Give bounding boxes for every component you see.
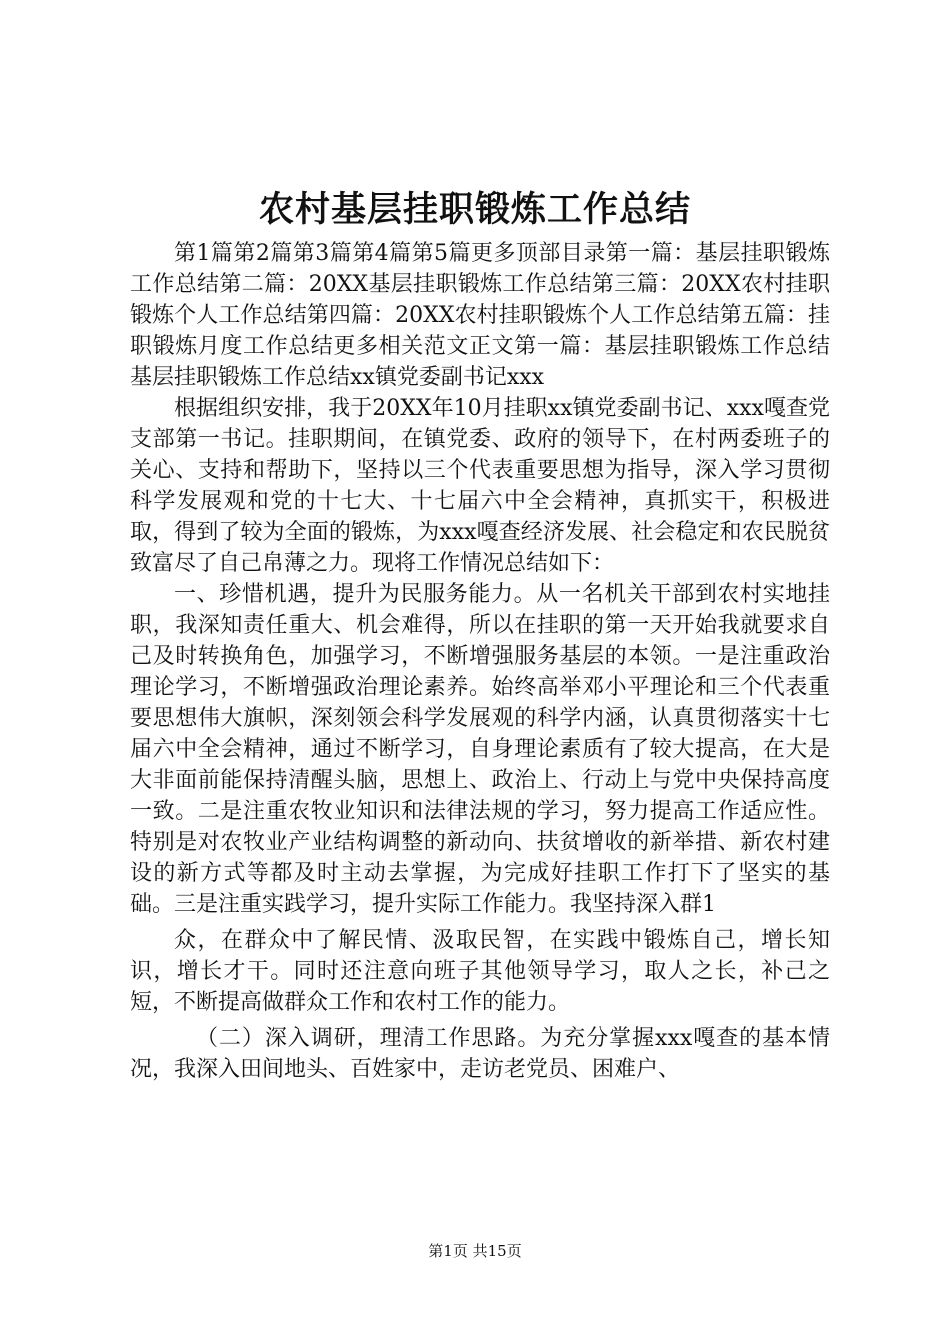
- document-title: 农村基层挂职锻炼工作总结: [258, 189, 691, 230]
- paragraph-section-two: （二）深入调研，理清工作思路。为充分掌握xxx嘎查的基本情况，我深入田间地头、百姓家中，走访老党员、困难户、: [130, 1026, 830, 1082]
- paragraph-table-of-contents: 第1篇第2篇第3篇第4篇第5篇更多顶部目录第一篇：基层挂职锻炼工作总结第二篇：20XX基层挂职锻炼工作总结第三篇：20XX农村挂职锻炼个人工作总结第四篇：20XX农村挂职锻炼个人工作总结第五篇：挂职锻炼月度工作总结更多相关范文正文第一篇：基层挂职锻炼工作总结基层挂职锻炼工作总结xx镇党委副书记xxx: [130, 241, 830, 390]
- paragraph-section-one-continued: 众，在群众中了解民情、汲取民智，在实践中锻炼自己，增长知识，增长才干。同时还注意向班子其他领导学习，取人之长，补己之短，不断提高做群众工作和农村工作的能力。: [130, 928, 830, 1015]
- document-body: [130, 238, 830, 1085]
- paragraph-section-one: 一、珍惜机遇，提升为民服务能力。从一名机关干部到农村实地挂职，我深知责任重大、机会难得，所以在挂职的第一天开始我就要求自己及时转换角色，加强学习，不断增强服务基层的本领。一是注重政治理论学习，不断增强政治理论素养。始终高举邓小平理论和三个代表重要思想伟大旗帜，深刻领会科学发展观的科学内涵，认真贯彻落实十七届六中全会精神，通过不断学习，自身理论素质有了较大提高，在大是大非面前能保持清醒头脑，思想上、政治上、行动上与党中央保持高度一致。二是注重农牧业知识和法律法规的学习，努力提高工作适应性。特别是对农牧业产业结构调整的新动向、扶贫增收的新举措、新农村建设的新方式等都及时主动去掌握，为完成好挂职工作打下了坚实的基础。三是注重实践学习，提升实际工作能力。我坚持深入群1: [130, 582, 830, 917]
- paragraph-introduction: 根据组织安排，我于20XX年10月挂职xx镇党委副书记、xxx嘎查党支部第一书记。挂职期间，在镇党委、政府的领导下，在村两委班子的关心、支持和帮助下，坚持以三个代表重要思想为指导，深入学习贯彻科学发展观和党的十七大、十七届六中全会精神，真抓实干，积极进取，得到了较为全面的锻炼，为xxx嘎查经济发展、社会稳定和农民脱贫致富尽了自己帛薄之力。现将工作情况总结如下：: [130, 396, 830, 576]
- page-number-footer: 第1页 共15页: [428, 1242, 522, 1260]
